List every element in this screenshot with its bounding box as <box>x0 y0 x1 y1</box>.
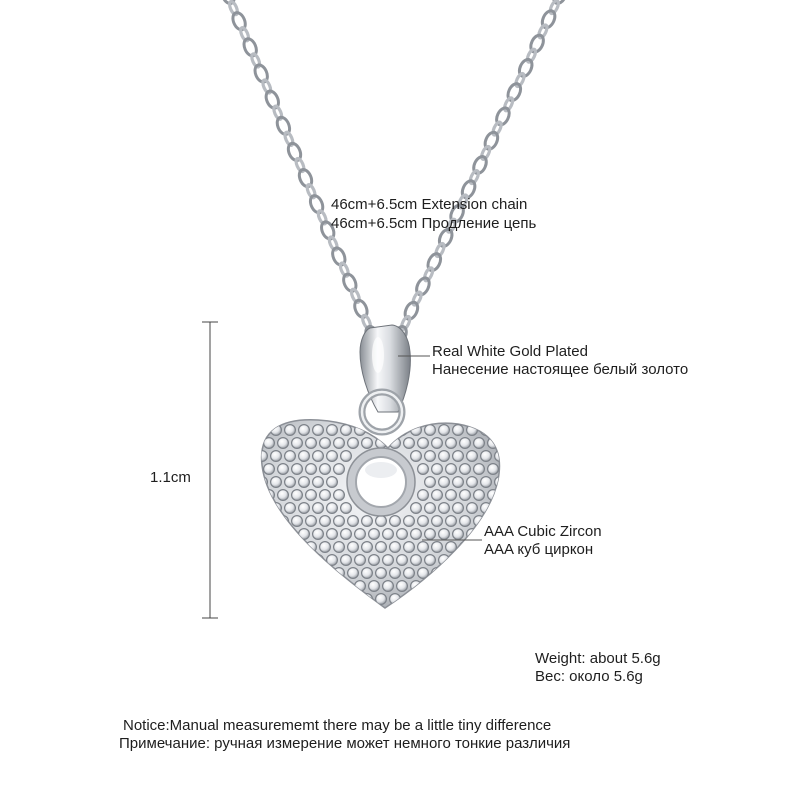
zircon-stone <box>460 490 471 501</box>
zircon-stone <box>453 581 464 592</box>
zircon-stone <box>474 516 485 527</box>
zircon-stone <box>341 555 352 566</box>
zircon-stone <box>446 594 457 605</box>
zircon-stone <box>292 594 303 605</box>
zircon-stone <box>530 568 541 579</box>
zircon-stone <box>474 490 485 501</box>
zircon-stone <box>306 568 317 579</box>
zircon-stone <box>271 555 282 566</box>
zircon-stone <box>404 438 415 449</box>
zircon-stone <box>516 594 527 605</box>
zircon-stone <box>467 503 478 514</box>
zircon-stone <box>299 581 310 592</box>
zircon-stone <box>334 490 345 501</box>
zircon-stone <box>334 542 345 553</box>
zircon-stone <box>383 555 394 566</box>
zircon-stone <box>467 451 478 462</box>
zircon-stone <box>341 581 352 592</box>
zircon-stone <box>474 464 485 475</box>
zircon-stone <box>320 568 331 579</box>
zircon-stone <box>530 490 541 501</box>
zircon-stone <box>292 568 303 579</box>
zircon-stone <box>530 438 541 449</box>
plating-label-en: Real White Gold Plated <box>432 343 588 360</box>
zircon-stone <box>313 451 324 462</box>
zircon-stone <box>411 529 422 540</box>
zircon-stone <box>460 516 471 527</box>
zircon-stone <box>320 594 331 605</box>
zircon-stone <box>299 555 310 566</box>
zircon-stone <box>341 451 352 462</box>
zircon-stone <box>425 555 436 566</box>
zircon-stone <box>495 451 506 462</box>
zircon-stone <box>264 542 275 553</box>
zircon-stone <box>320 490 331 501</box>
zircon-stone <box>292 490 303 501</box>
zircon-stone <box>425 451 436 462</box>
zircon-stone <box>509 581 520 592</box>
stone-label-en: AAA Cubic Zircon <box>484 523 602 540</box>
zircon-stone <box>271 581 282 592</box>
zircon-stone <box>453 477 464 488</box>
stone-label-ru: AAA куб циркон <box>484 541 594 558</box>
zircon-stone <box>481 477 492 488</box>
zircon-stone <box>516 568 527 579</box>
zircon-stone <box>348 568 359 579</box>
zircon-stone <box>264 594 275 605</box>
zircon-stone <box>383 529 394 540</box>
zircon-stone <box>404 568 415 579</box>
zircon-stone <box>509 425 520 436</box>
zircon-stone <box>390 542 401 553</box>
zircon-stone <box>257 503 268 514</box>
zircon-stone <box>264 568 275 579</box>
zircon-stone <box>467 529 478 540</box>
zircon-stone <box>299 529 310 540</box>
zircon-stone <box>257 451 268 462</box>
zircon-stone <box>327 451 338 462</box>
zircon-stone <box>418 542 429 553</box>
zircon-stone <box>341 425 352 436</box>
zircon-stone <box>313 555 324 566</box>
zircon-stone <box>271 451 282 462</box>
zircon-stone <box>334 438 345 449</box>
zircon-stone <box>369 581 380 592</box>
zircon-stone <box>313 477 324 488</box>
zircon-stone <box>495 581 506 592</box>
zircon-stone <box>460 438 471 449</box>
zircon-stone <box>278 516 289 527</box>
height-label: 1.1cm <box>150 469 191 486</box>
zircon-stone <box>383 581 394 592</box>
zircon-stone <box>348 516 359 527</box>
zircon-stone <box>439 529 450 540</box>
zircon-stone <box>334 464 345 475</box>
zircon-stone <box>446 464 457 475</box>
zircon-stone <box>306 464 317 475</box>
heart-pendant <box>257 420 541 608</box>
zircon-stone <box>285 555 296 566</box>
zircon-stone <box>313 581 324 592</box>
zircon-stone <box>320 542 331 553</box>
zircon-stone <box>418 516 429 527</box>
zircon-stone <box>523 477 534 488</box>
plating-label-ru: Нанесение настоящее белый золото <box>432 361 689 378</box>
zircon-stone <box>376 438 387 449</box>
zircon-stone <box>327 581 338 592</box>
zircon-stone <box>453 503 464 514</box>
zircon-stone <box>467 555 478 566</box>
zircon-stone <box>425 477 436 488</box>
notice-label-en: Notice:Manual measurememt there may be a little tiny difference <box>123 717 552 734</box>
zircon-stone <box>404 516 415 527</box>
zircon-stone <box>369 529 380 540</box>
zircon-stone <box>418 490 429 501</box>
zircon-stone <box>292 542 303 553</box>
chain-label-ru: 46cm+6.5cm Продление цепь <box>331 215 537 232</box>
zircon-stone <box>481 451 492 462</box>
zircon-stone <box>271 477 282 488</box>
zircon-stone <box>446 516 457 527</box>
zircon-stone <box>453 451 464 462</box>
zircon-stone <box>341 529 352 540</box>
zircon-stone <box>446 568 457 579</box>
zircon-stone <box>257 425 268 436</box>
zircon-stone <box>397 529 408 540</box>
zircon-stone <box>453 555 464 566</box>
zircon-stone <box>502 568 513 579</box>
zircon-stone <box>411 503 422 514</box>
zircon-stone <box>320 464 331 475</box>
zircon-stone <box>341 503 352 514</box>
zircon-stone <box>502 594 513 605</box>
zircon-stone <box>523 503 534 514</box>
zircon-stone <box>488 594 499 605</box>
zircon-stone <box>467 581 478 592</box>
zircon-stone <box>418 438 429 449</box>
zircon-stone <box>362 542 373 553</box>
chain-label-en: 46cm+6.5cm Extension chain <box>331 196 528 213</box>
zircon-stone <box>355 529 366 540</box>
zircon-stone <box>439 581 450 592</box>
zircon-stone <box>418 594 429 605</box>
zircon-stone <box>488 490 499 501</box>
zircon-stone <box>502 464 513 475</box>
zircon-stone <box>432 438 443 449</box>
zircon-stone <box>397 555 408 566</box>
zircon-stone <box>446 438 457 449</box>
zircon-stone <box>285 581 296 592</box>
zircon-stone <box>509 477 520 488</box>
zircon-stone <box>355 555 366 566</box>
zircon-stone <box>292 464 303 475</box>
zircon-stone <box>495 425 506 436</box>
height-dimension-marker <box>202 322 218 618</box>
zircon-stone <box>488 568 499 579</box>
zircon-stone <box>488 438 499 449</box>
zircon-stone <box>278 542 289 553</box>
zircon-stone <box>320 438 331 449</box>
zircon-stone <box>292 516 303 527</box>
zircon-stone <box>439 425 450 436</box>
zircon-stone <box>523 451 534 462</box>
zircon-stone <box>306 438 317 449</box>
zircon-stone <box>481 425 492 436</box>
zircon-stone <box>348 438 359 449</box>
zircon-stone <box>390 568 401 579</box>
zircon-stone <box>432 594 443 605</box>
notice-label-ru: Примечание: ручная измерение может немного тонкие различия <box>119 735 571 752</box>
zircon-stone <box>362 516 373 527</box>
zircon-stone <box>306 516 317 527</box>
zircon-stone <box>439 503 450 514</box>
zircon-stone <box>285 451 296 462</box>
zircon-stone <box>376 568 387 579</box>
zircon-stone <box>432 516 443 527</box>
chain-right <box>391 0 569 345</box>
zircon-stone <box>446 490 457 501</box>
zircon-stone <box>376 542 387 553</box>
zircon-stone <box>488 464 499 475</box>
zircon-stone <box>460 568 471 579</box>
zircon-stone <box>509 451 520 462</box>
zircon-stone <box>278 594 289 605</box>
zircon-stone <box>439 451 450 462</box>
zircon-stone <box>285 529 296 540</box>
zircon-stone <box>257 581 268 592</box>
zircon-stone <box>257 529 268 540</box>
zircon-stone <box>516 464 527 475</box>
zircon-stone <box>439 477 450 488</box>
zircon-stone <box>278 464 289 475</box>
zircon-stone <box>390 438 401 449</box>
zircon-stone <box>306 594 317 605</box>
zircon-stone <box>376 516 387 527</box>
zircon-stone <box>530 594 541 605</box>
zircon-stone <box>432 464 443 475</box>
zircon-stone <box>425 529 436 540</box>
zircon-stone <box>348 542 359 553</box>
zircon-stone <box>327 425 338 436</box>
zircon-stone <box>432 568 443 579</box>
zircon-stone <box>257 555 268 566</box>
zircon-stone <box>327 477 338 488</box>
zircon-stone <box>306 490 317 501</box>
pendant-bail <box>360 325 410 432</box>
zircon-stone <box>299 503 310 514</box>
zircon-stone <box>285 503 296 514</box>
zircon-stone <box>502 438 513 449</box>
zircon-stone <box>509 503 520 514</box>
zircon-stone <box>530 464 541 475</box>
zircon-stone <box>299 477 310 488</box>
zircon-stone <box>278 568 289 579</box>
weight-label-en: Weight: about 5.6g <box>535 650 661 667</box>
zircon-stone <box>369 555 380 566</box>
zircon-stone <box>271 529 282 540</box>
zircon-stone <box>432 490 443 501</box>
zircon-stone <box>432 542 443 553</box>
zircon-stone <box>425 503 436 514</box>
zircon-stone <box>411 555 422 566</box>
zircon-stone <box>334 594 345 605</box>
zircon-stone <box>439 555 450 566</box>
zircon-stone <box>327 503 338 514</box>
zircon-stone <box>348 594 359 605</box>
zircon-stone <box>523 581 534 592</box>
zircon-stone <box>523 425 534 436</box>
zircon-stone <box>474 542 485 553</box>
zircon-stone <box>313 503 324 514</box>
zircon-stone <box>313 425 324 436</box>
zircon-stone <box>474 568 485 579</box>
zircon-stone <box>495 503 506 514</box>
zircon-stone <box>320 516 331 527</box>
zircon-stone <box>299 425 310 436</box>
zircon-stone <box>467 477 478 488</box>
zircon-stone <box>460 464 471 475</box>
zircon-stone <box>460 542 471 553</box>
zircon-stone <box>313 529 324 540</box>
zircon-stone <box>285 425 296 436</box>
zircon-stone <box>397 581 408 592</box>
zircon-stone <box>390 516 401 527</box>
zircon-stone <box>474 594 485 605</box>
zircon-stone <box>495 477 506 488</box>
zircon-stone <box>292 438 303 449</box>
zircon-stone <box>425 581 436 592</box>
zircon-stone <box>362 438 373 449</box>
zircon-stone <box>285 477 296 488</box>
zircon-stone <box>453 529 464 540</box>
zircon-stone <box>327 529 338 540</box>
zircon-stone <box>418 464 429 475</box>
zircon-stone <box>425 425 436 436</box>
zircon-stone <box>334 516 345 527</box>
zircon-stone <box>278 438 289 449</box>
zircon-stone <box>453 425 464 436</box>
zircon-stone <box>516 490 527 501</box>
zircon-stone <box>516 438 527 449</box>
zircon-stone <box>481 581 492 592</box>
zircon-stone <box>502 490 513 501</box>
zircon-stone <box>278 490 289 501</box>
zircon-stone <box>264 464 275 475</box>
zircon-stone <box>404 594 415 605</box>
zircon-stone <box>411 451 422 462</box>
zircon-stone <box>264 516 275 527</box>
weight-label-ru: Вес: около 5.6g <box>535 668 643 685</box>
chain-left <box>219 0 380 345</box>
zircon-stone <box>362 568 373 579</box>
zircon-stone <box>404 542 415 553</box>
zircon-stone <box>299 451 310 462</box>
zircon-stone <box>460 594 471 605</box>
zircon-stone <box>474 438 485 449</box>
